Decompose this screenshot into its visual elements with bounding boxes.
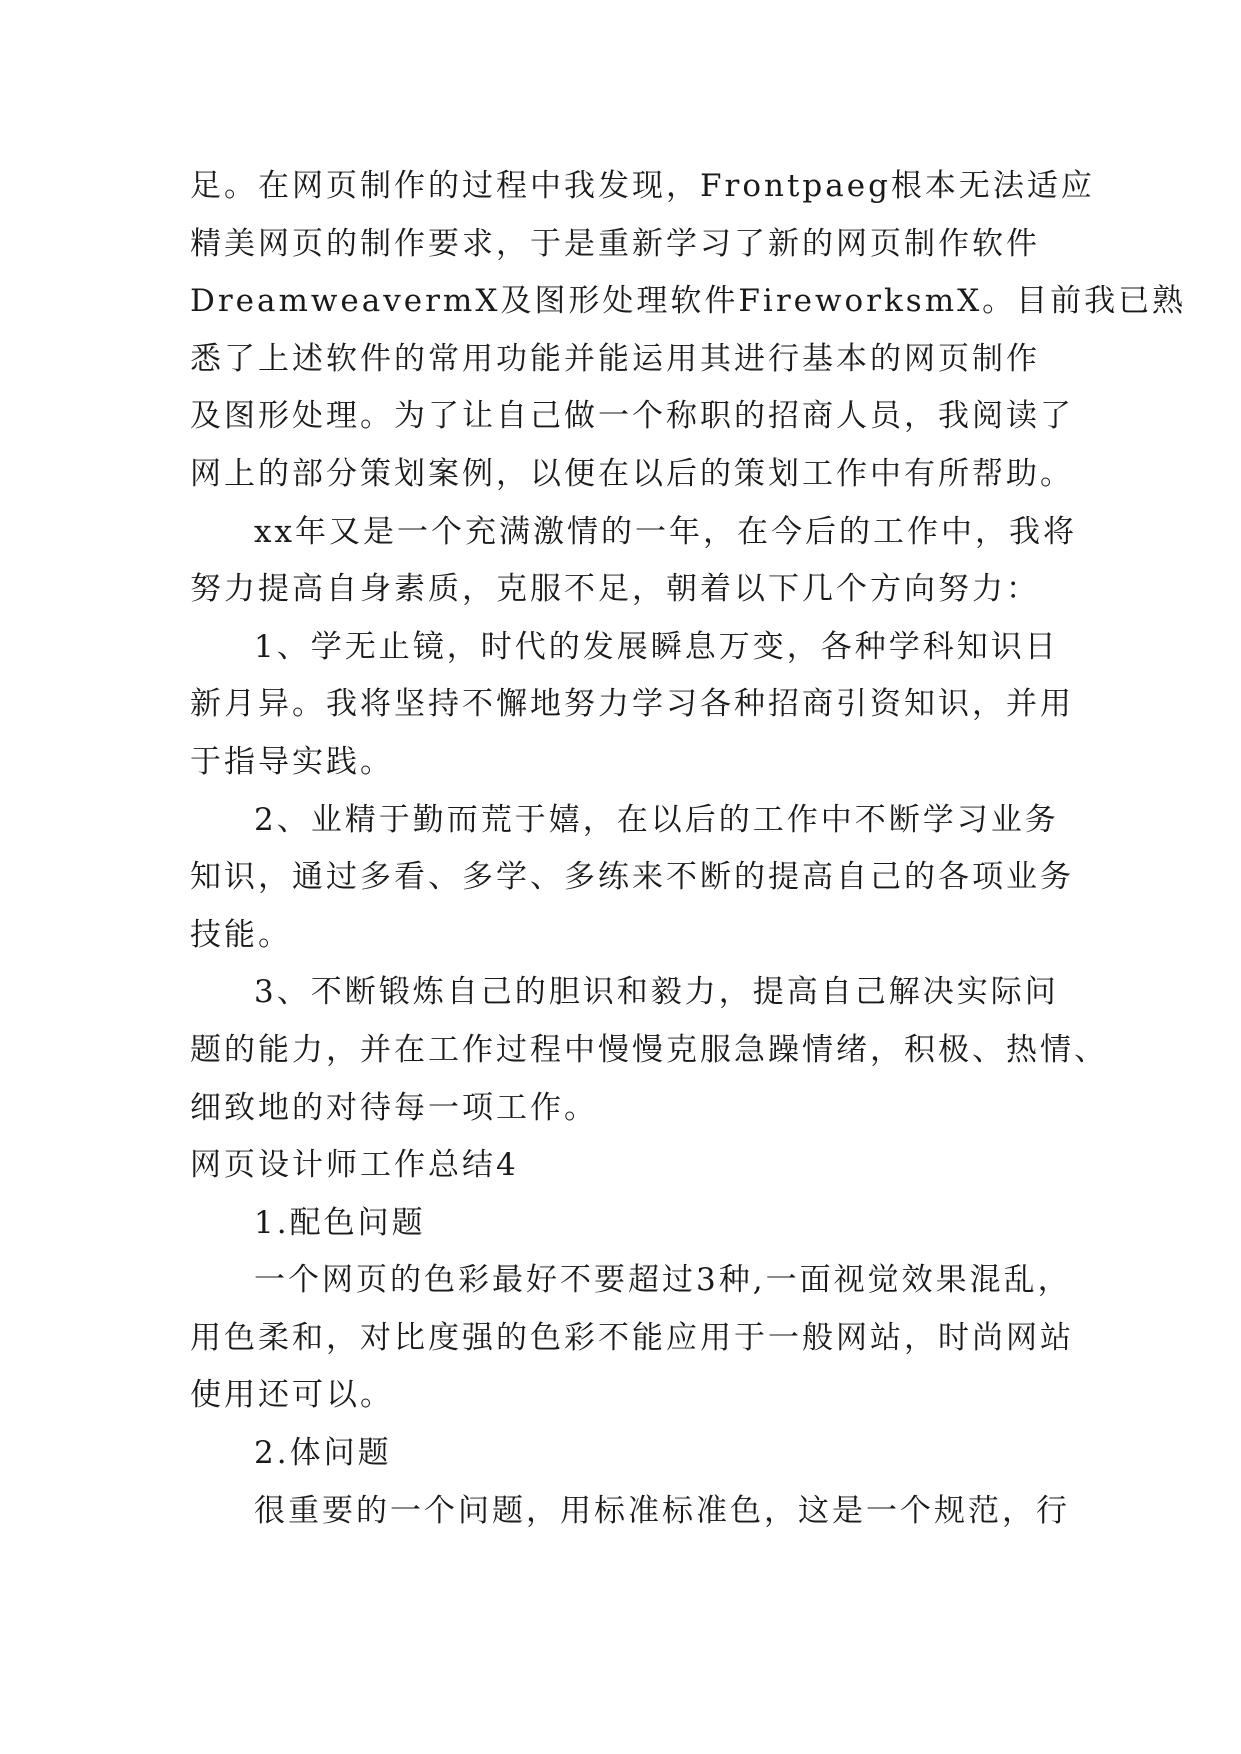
- text-line: 知识，通过多看、多学、多练来不断的提高自己的各项业务: [190, 859, 1074, 896]
- text-line: 3、不断锻炼自己的胆识和毅力，提高自己解决实际问: [254, 974, 1059, 1011]
- text-line: 网页设计师工作总结4: [190, 1147, 519, 1184]
- text-line: 新月异。我将坚持不懈地努力学习各种招商引资知识，并用: [190, 686, 1074, 723]
- text-line: 题的能力，并在工作过程中慢慢克服急躁情绪，积极、热情、: [190, 1031, 1108, 1068]
- text-line: DreamweavermX及图形处理软件FireworksmX。目前我已熟: [190, 283, 1187, 320]
- text-line: xx年又是一个充满激情的一年，在今后的工作中，我将: [254, 513, 1077, 550]
- text-line: 很重要的一个问题，用标准标准色，这是一个规范，行: [254, 1492, 1070, 1529]
- text-line: 使用还可以。: [190, 1377, 394, 1414]
- text-line: 于指导实践。: [190, 743, 394, 780]
- text-line: 精美网页的制作要求，于是重新学习了新的网页制作软件: [190, 225, 1040, 262]
- text-line: 细致地的对待每一项工作。: [190, 1089, 598, 1126]
- document-body: [190, 158, 1187, 1540]
- text-line: 2.体问题: [254, 1435, 392, 1472]
- text-line: 悉了上述软件的常用功能并能运用其进行基本的网页制作: [190, 340, 1040, 377]
- text-line: 及图形处理。为了让自己做一个称职的招商人员，我阅读了: [190, 398, 1074, 435]
- text-line: 1.配色问题: [254, 1204, 426, 1241]
- text-line: 足。在网页制作的过程中我发现，Frontpaeg根本无法适应: [190, 168, 1095, 204]
- text-line: 一个网页的色彩最好不要超过3种,一面视觉效果混乱，: [254, 1262, 1072, 1299]
- text-line: 努力提高自身素质，克服不足，朝着以下几个方向努力：: [190, 571, 1040, 608]
- text-line: 网上的部分策划案例，以便在以后的策划工作中有所帮助。: [190, 455, 1074, 492]
- text-line: 1、学无止镜，时代的发展瞬息万变，各种学科知识日: [254, 628, 1059, 665]
- text-line: 2、业精于勤而荒于嬉，在以后的工作中不断学习业务: [254, 801, 1059, 838]
- text-line: 用色柔和，对比度强的色彩不能应用于一般网站，时尚网站: [190, 1319, 1074, 1356]
- text-line: 技能。: [190, 916, 292, 953]
